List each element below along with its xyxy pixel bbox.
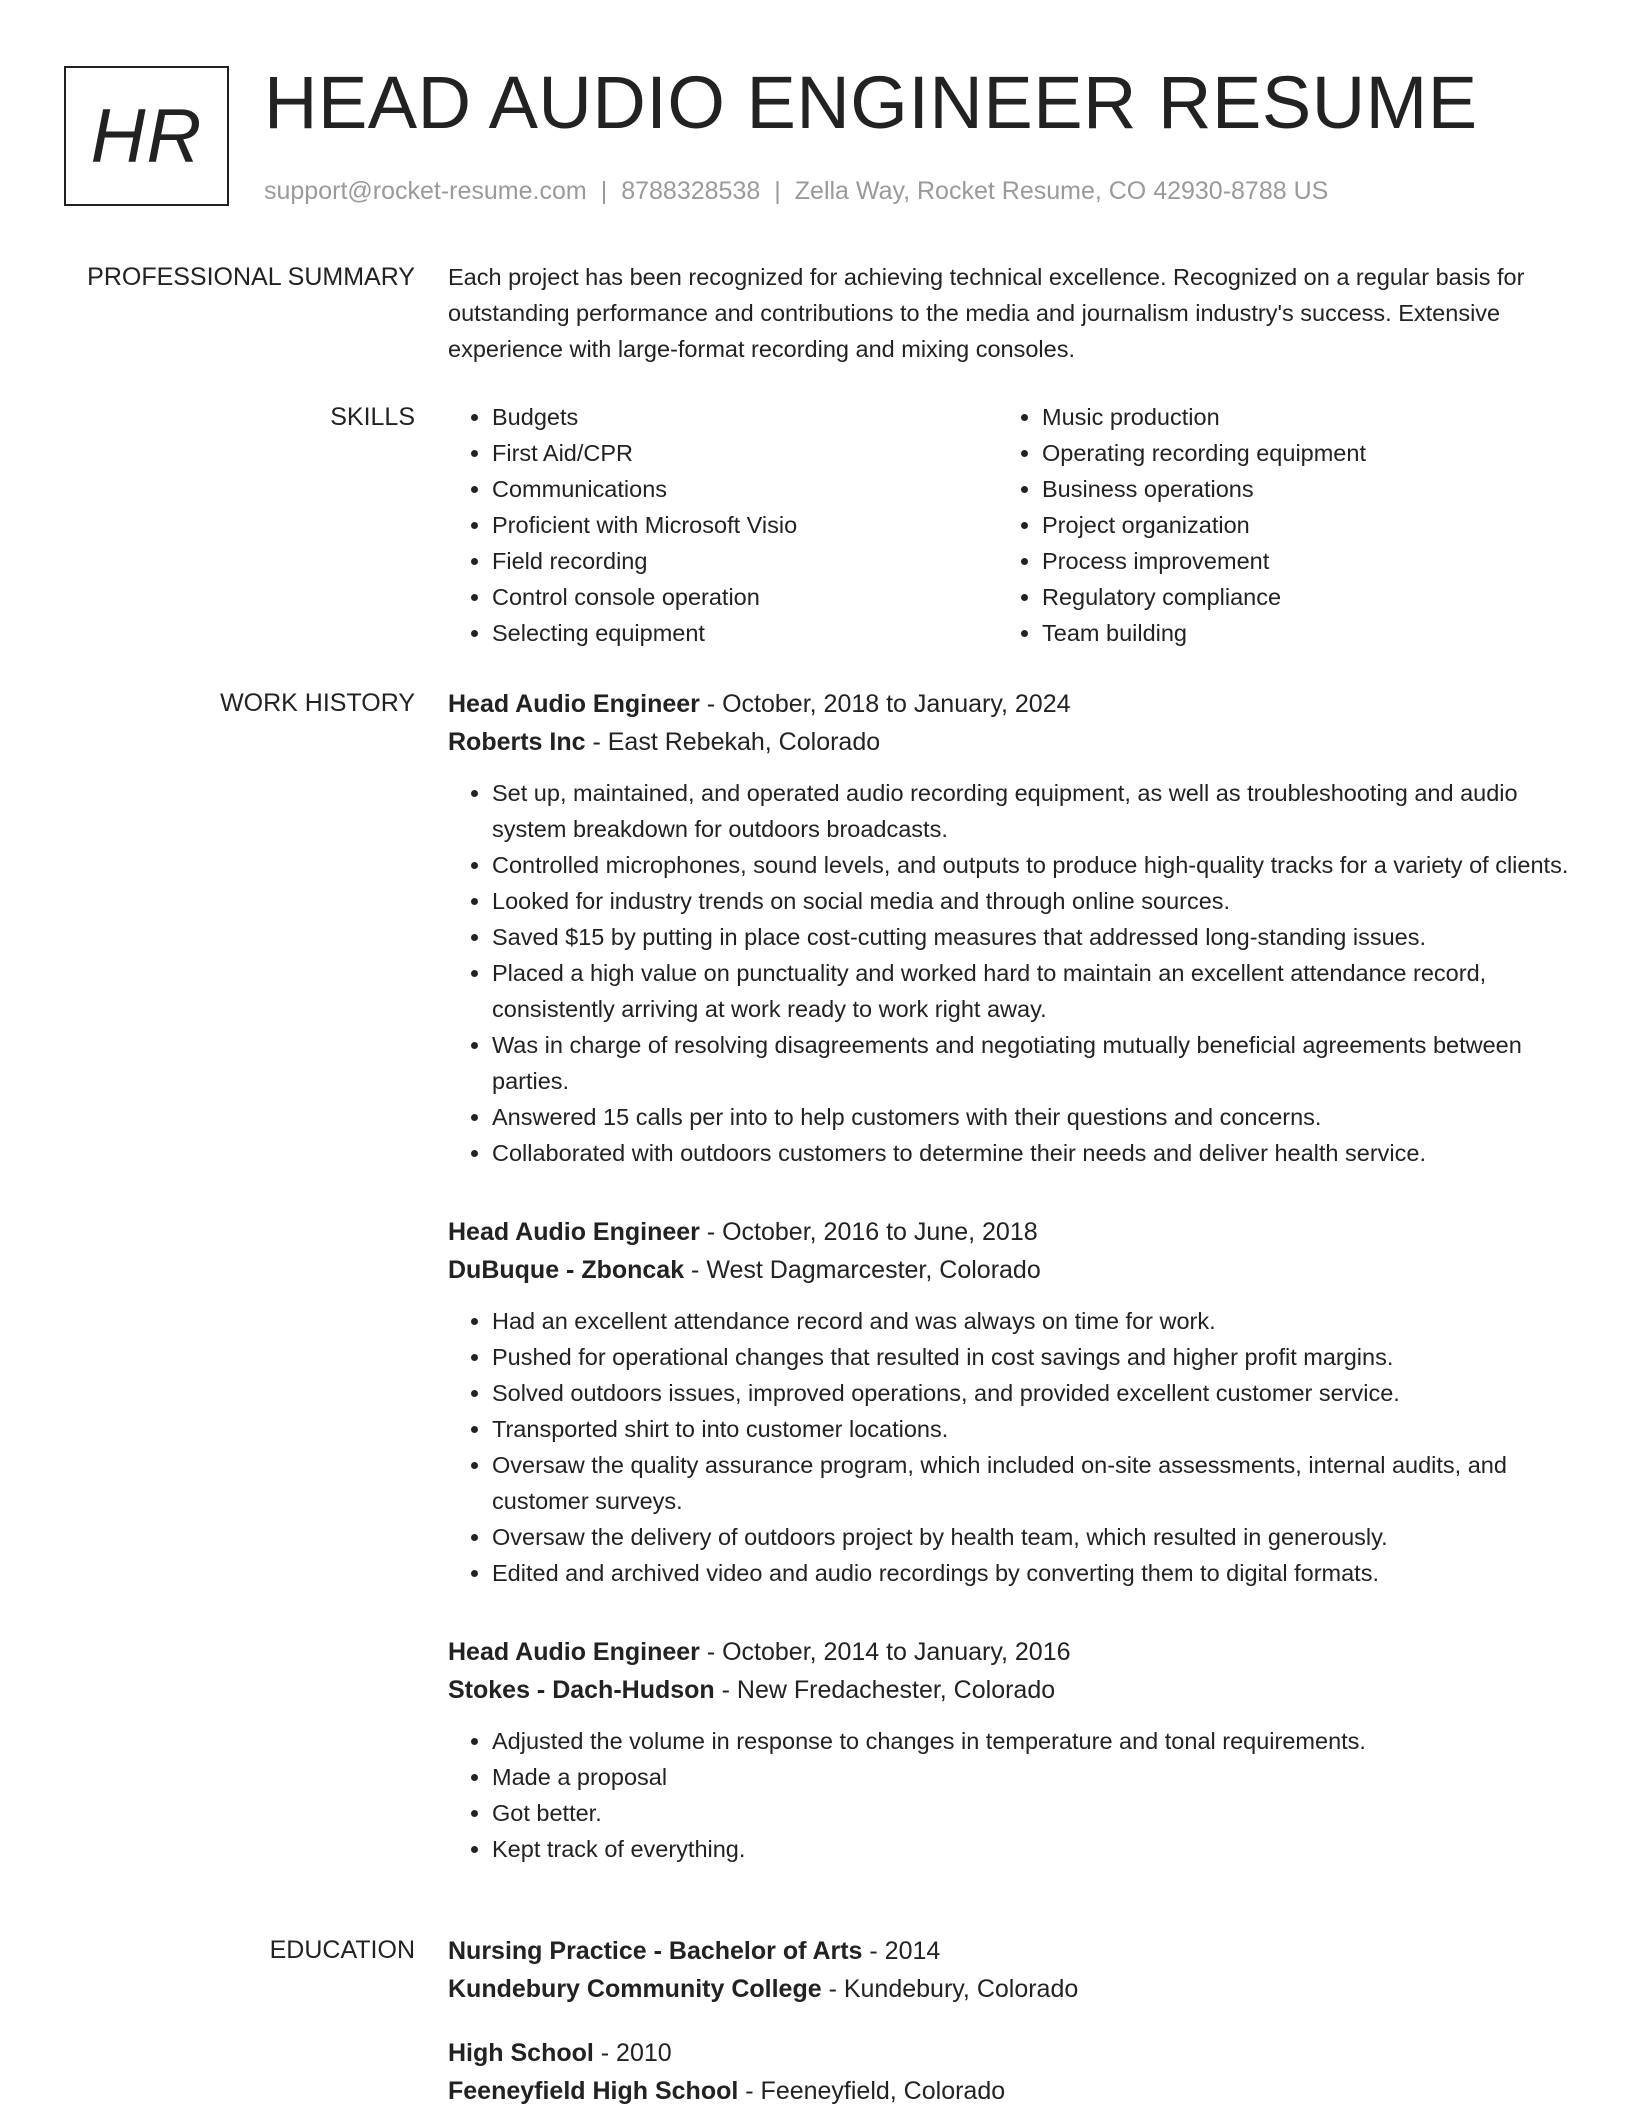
contact-address: Zella Way, Rocket Resume, CO 42930-8788 US <box>794 177 1329 205</box>
education-degree: High School <box>448 2039 594 2067</box>
skill-item: • Team building <box>1042 615 1548 651</box>
job-bullet: • Controlled microphones, sound levels, and outputs to produce high-quality tracks for a variety of clients. <box>492 847 1570 883</box>
job-bullet: • Pushed for operational changes that resulted in cost savings and higher profit margins. <box>492 1339 1570 1375</box>
job-title: Head Audio Engineer <box>448 690 700 718</box>
job-location: - West Dagmarcester, Colorado <box>684 1256 1041 1284</box>
skill-item: • Communications <box>492 471 998 507</box>
contact-line <box>264 174 1328 208</box>
education-year: - 2014 <box>862 1937 941 1965</box>
job-bullet-list <box>448 775 1570 1171</box>
job-dates: - October, 2018 to January, 2024 <box>699 690 1071 718</box>
education-degree: Nursing Practice - Bachelor of Arts <box>448 1937 863 1965</box>
education-location: - Kundebury, Colorado <box>821 1975 1079 2003</box>
skill-item: • Budgets <box>492 399 998 435</box>
job-entry <box>448 685 1570 1171</box>
job-bullet-list <box>448 1303 1570 1591</box>
skills-heading: SKILLS <box>330 403 415 431</box>
education-school-line <box>448 1970 1570 2008</box>
skill-item: • Regulatory compliance <box>1042 579 1548 615</box>
job-bullet: • Solved outdoors issues, improved operations, and provided excellent customer service. <box>492 1375 1570 1411</box>
education-year: - 2010 <box>593 2039 672 2067</box>
job-entry <box>448 1213 1570 1591</box>
job-bullet: • Edited and archived video and audio recordings by converting them to digital formats. <box>492 1555 1570 1591</box>
skill-item: • Control console operation <box>492 579 998 615</box>
skill-item: • Proficient with Microsoft Visio <box>492 507 998 543</box>
education-body <box>448 1932 1570 2112</box>
job-bullet: • Made a proposal <box>492 1759 1570 1795</box>
education-school-line <box>448 2072 1570 2110</box>
skill-item: • Process improvement <box>1042 543 1548 579</box>
job-bullet: • Transported shirt to into customer locations. <box>492 1411 1570 1447</box>
job-bullet: • Collaborated with outdoors customers to determine their needs and deliver health service. <box>492 1135 1570 1171</box>
summary-heading: PROFESSIONAL SUMMARY <box>87 263 415 291</box>
education-entry <box>448 2034 1570 2110</box>
job-bullet: • Set up, maintained, and operated audio recording equipment, as well as troubleshooting and audio system breakdown for outdoors broadcasts. <box>492 775 1570 847</box>
job-bullet: • Placed a high value on punctuality and worked hard to maintain an excellent attendance record, consistently arriving at work ready to work right away. <box>492 955 1570 1027</box>
job-bullet: • Got better. <box>492 1795 1570 1831</box>
skills-body <box>448 399 1570 651</box>
skill-item: • First Aid/CPR <box>492 435 998 471</box>
job-bullet: • Looked for industry trends on social media and through online sources. <box>492 883 1570 919</box>
summary-body <box>448 259 1570 367</box>
job-entry <box>448 1633 1570 1867</box>
job-company-line <box>448 723 1570 761</box>
job-dates: - October, 2016 to June, 2018 <box>699 1218 1038 1246</box>
job-title: Head Audio Engineer <box>448 1638 700 1666</box>
job-dates: - October, 2014 to January, 2016 <box>699 1638 1071 1666</box>
work-history-heading: WORK HISTORY <box>220 689 415 717</box>
job-location: - East Rebekah, Colorado <box>585 728 881 756</box>
education-heading: EDUCATION <box>269 1936 415 1964</box>
job-bullet-list <box>448 1723 1570 1867</box>
education-location: - Feeneyfield, Colorado <box>738 2077 1006 2105</box>
work-history-body <box>448 685 1570 1909</box>
skill-item: • Project organization <box>1042 507 1548 543</box>
education-school: Feeneyfield High School <box>448 2077 739 2105</box>
job-bullet: • Had an excellent attendance record and was always on time for work. <box>492 1303 1570 1339</box>
job-location: - New Fredachester, Colorado <box>714 1676 1056 1704</box>
contact-separator: | <box>600 177 608 205</box>
education-degree-line <box>448 1932 1570 1970</box>
monogram-logo: HR <box>64 66 229 206</box>
skills-list-right <box>998 399 1548 651</box>
job-bullet: • Adjusted the volume in response to changes in temperature and tonal requirements. <box>492 1723 1570 1759</box>
contact-phone: 8788328538 <box>621 177 761 205</box>
contact-email: support@rocket-resume.com <box>264 177 587 205</box>
job-bullet: • Saved $15 by putting in place cost-cutting measures that addressed long-standing issues. <box>492 919 1570 955</box>
job-bullet: • Kept track of everything. <box>492 1831 1570 1867</box>
education-degree-line <box>448 2034 1570 2072</box>
skill-item: • Selecting equipment <box>492 615 998 651</box>
job-company: Stokes - Dach-Hudson <box>448 1676 715 1704</box>
job-title-line <box>448 1213 1570 1251</box>
job-company-line <box>448 1671 1570 1709</box>
skill-item: • Field recording <box>492 543 998 579</box>
job-company: DuBuque - Zboncak <box>448 1256 685 1284</box>
job-title-line <box>448 1633 1570 1671</box>
skill-item: • Music production <box>1042 399 1548 435</box>
summary-text: Each project has been recognized for achieving technical excellence. Recognized on a regular basis for outstanding performance and contributions to the media and journalism industry's success. Extensive experience with large-format recording and mixing consoles. <box>448 264 1525 362</box>
contact-separator: | <box>774 177 781 205</box>
job-title-line <box>448 685 1570 723</box>
job-bullet: • Answered 15 calls per into to help customers with their questions and concerns. <box>492 1099 1570 1135</box>
job-bullet: • Was in charge of resolving disagreements and negotiating mutually beneficial agreements between parties. <box>492 1027 1570 1099</box>
job-company-line <box>448 1251 1570 1289</box>
skill-item: • Business operations <box>1042 471 1548 507</box>
skills-list-left <box>448 399 998 651</box>
job-company: Roberts Inc <box>448 728 586 756</box>
job-bullet: • Oversaw the delivery of outdoors project by health team, which resulted in generously. <box>492 1519 1570 1555</box>
skill-item: • Operating recording equipment <box>1042 435 1548 471</box>
job-title: Head Audio Engineer <box>448 1218 700 1246</box>
job-bullet: • Oversaw the quality assurance program, which included on-site assessments, internal audits, and customer surveys. <box>492 1447 1570 1519</box>
education-school: Kundebury Community College <box>448 1975 822 2003</box>
education-entry <box>448 1932 1570 2008</box>
page-title: HEAD AUDIO ENGINEER RESUME <box>264 61 1478 144</box>
